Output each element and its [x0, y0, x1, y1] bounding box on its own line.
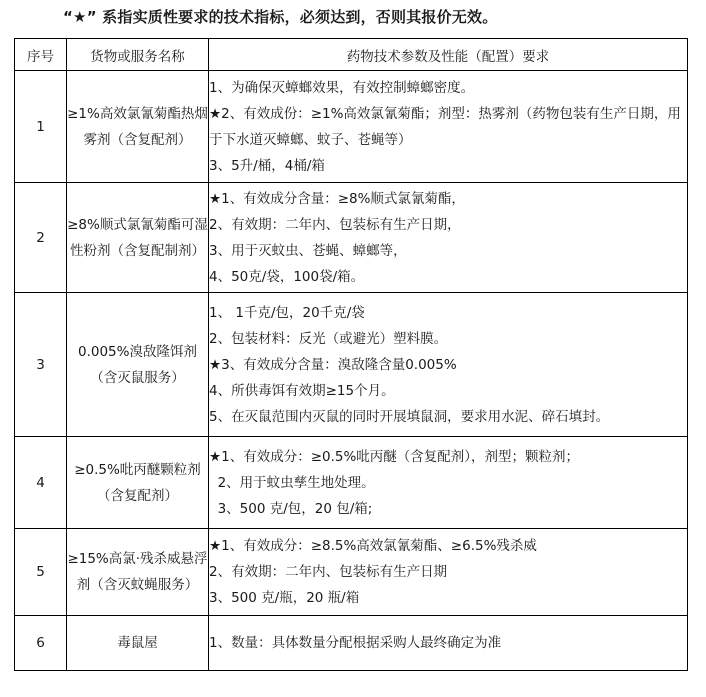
requirement-line: 4、50克/袋，100袋/箱。: [209, 268, 365, 285]
requirement-line: 2、有效期：二年内、包装标有生产日期，: [209, 216, 461, 233]
requirement-line: ★1、有效成分含量：≥8%顺式氯氰菊酯，: [209, 190, 465, 207]
table-row: [15, 293, 688, 437]
table-header-row: [15, 39, 688, 71]
requirement-line: ★3、有效成分含量：溴敌隆含量0.005%: [209, 356, 457, 373]
header-name: 货物或服务名称: [67, 39, 209, 71]
row-number: 6: [15, 616, 67, 671]
requirement-line: 3、500 克/瓶，20 瓶/箱: [209, 590, 360, 606]
table-row: [15, 71, 688, 183]
table-row: [15, 616, 688, 671]
requirement-line: 3、500 克/包，20 包/箱;: [209, 500, 373, 517]
requirement-line: ★2、有效成份：≥1%高效氯氰菊酯；剂型：热雾剂（药物包装有生产日期，用于下水道灭蟑螂、蚊子、苍蝇等）: [209, 105, 681, 148]
header-requirements: 药物技术参数及性能（配置）要求: [209, 39, 688, 71]
row-number: 5: [15, 529, 67, 616]
requirement-line: 1、 1千克/包，20千克/袋: [209, 304, 365, 321]
product-name: ≥8%顺式氯氰菊酯可湿性粉剂（含复配制剂）: [67, 183, 209, 293]
requirement-line: 2、用于蚊虫孳生地处理。: [209, 474, 375, 491]
table-row: [15, 437, 688, 529]
requirements-cell: [209, 71, 688, 183]
header-num: 序号: [15, 39, 67, 71]
product-name: ≥15%高氯·残杀威悬浮剂（含灭蚊蝇服务）: [67, 529, 209, 616]
requirements-cell: [209, 437, 688, 529]
requirement-line: 4、所供毒饵有效期≥15个月。: [209, 382, 395, 399]
requirement-line: ★1、有效成分：≥0.5%吡丙醚（含复配剂），剂型；颗粒剂；: [209, 448, 580, 465]
row-number: 3: [15, 293, 67, 437]
row-number: 4: [15, 437, 67, 529]
row-number: 2: [15, 183, 67, 293]
requirement-line: 2、包装材料：反光（或避光）塑料膜。: [209, 330, 448, 347]
requirements-cell: [209, 616, 688, 671]
requirement-line: 5、在灭鼠范围内灭鼠的同时开展填鼠洞，要求用水泥、碎石填封。: [209, 408, 610, 425]
product-name: 0.005%溴敌隆饵剂（含灭鼠服务）: [67, 293, 209, 437]
notice-text: “★” 系指实质性要求的技术指标，必须达到，否则其报价无效。: [63, 8, 498, 26]
requirement-line: 1、数量：具体数量分配根据采购人最终确定为准: [209, 635, 502, 651]
requirements-cell: [209, 183, 688, 293]
row-number: 1: [15, 71, 67, 183]
requirement-line: ★1、有效成分：≥8.5%高效氯氰菊酯、≥6.5%残杀威: [209, 538, 537, 554]
requirements-cell: [209, 293, 688, 437]
product-name: 毒鼠屋: [67, 616, 209, 671]
requirement-line: 2、有效期：二年内、包装标有生产日期: [209, 564, 448, 580]
requirement-line: 3、用于灭蚊虫、苍蝇、蟑螂等，: [209, 242, 407, 259]
table-row: [15, 183, 688, 293]
requirement-line: 1、为确保灭蟑螂效果，有效控制蟑螂密度。: [209, 79, 475, 96]
technical-spec-table: [14, 38, 688, 671]
product-name: ≥0.5%吡丙醚颗粒剂（含复配剂）: [67, 437, 209, 529]
table-row: [15, 529, 688, 616]
requirements-cell: [209, 529, 688, 616]
requirement-line: 3、5升/桶，4桶/箱: [209, 157, 325, 174]
product-name: ≥1%高效氯氰菊酯热烟雾剂（含复配剂）: [67, 71, 209, 183]
